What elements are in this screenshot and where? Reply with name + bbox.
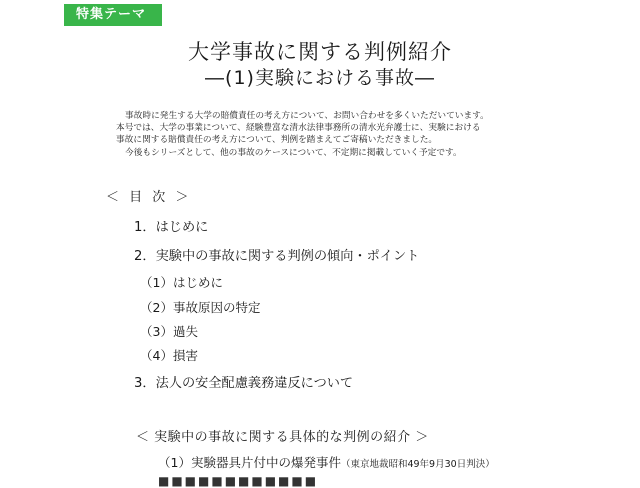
toc-subitem-3: （3）過失 bbox=[140, 324, 198, 339]
page-subtitle: ―(1)実験における事故― bbox=[205, 67, 435, 89]
toc-subitem-2: （2）事故原因の特定 bbox=[140, 300, 261, 315]
toc-subitem-4: （4）損害 bbox=[140, 348, 198, 363]
intro-line: 事故時に発生する大学の賠償責任の考え方について、お問い合わせを多くいただいています。 bbox=[125, 111, 489, 121]
toc-item-3: 3．法人の安全配慮義務違反について bbox=[134, 376, 354, 391]
intro-line: 事故に関する賠償責任の考え方について、判例を踏まえてご寄稿いただきました。 bbox=[116, 135, 438, 146]
cut-off-text-line: ■■■■■■■■■■■■ bbox=[158, 474, 319, 488]
feature-theme-badge: 特集テーマ bbox=[64, 4, 162, 26]
intro-line: 今後もシリーズとして、他の事故のケースについて、不定期に掲載していく予定です。 bbox=[125, 147, 462, 158]
intro-line: 本号では、大学の事業について、経験豊富な清水法律事務所の清水光弁護士に、実験における bbox=[116, 123, 481, 134]
case-section-heading: ＜ 実験中の事故に関する具体的な判例の紹介 ＞ bbox=[136, 430, 429, 445]
case-item-title: （1）実験器具片付中の爆発事件 bbox=[158, 455, 341, 470]
page-title: 大学事故に関する判例紹介 bbox=[188, 40, 452, 64]
intro-paragraph bbox=[116, 110, 536, 159]
toc-heading: ＜ 目 次 ＞ bbox=[106, 190, 192, 205]
case-item-court: （東京地裁昭和49年9月30日判決） bbox=[340, 459, 495, 470]
toc-item-2: 2．実験中の事故に関する判例の傾向・ポイント bbox=[134, 249, 420, 264]
toc-item-1: 1．はじめに bbox=[134, 220, 209, 235]
toc-subitem-1: （1）はじめに bbox=[140, 275, 223, 290]
case-item-1 bbox=[158, 454, 495, 474]
